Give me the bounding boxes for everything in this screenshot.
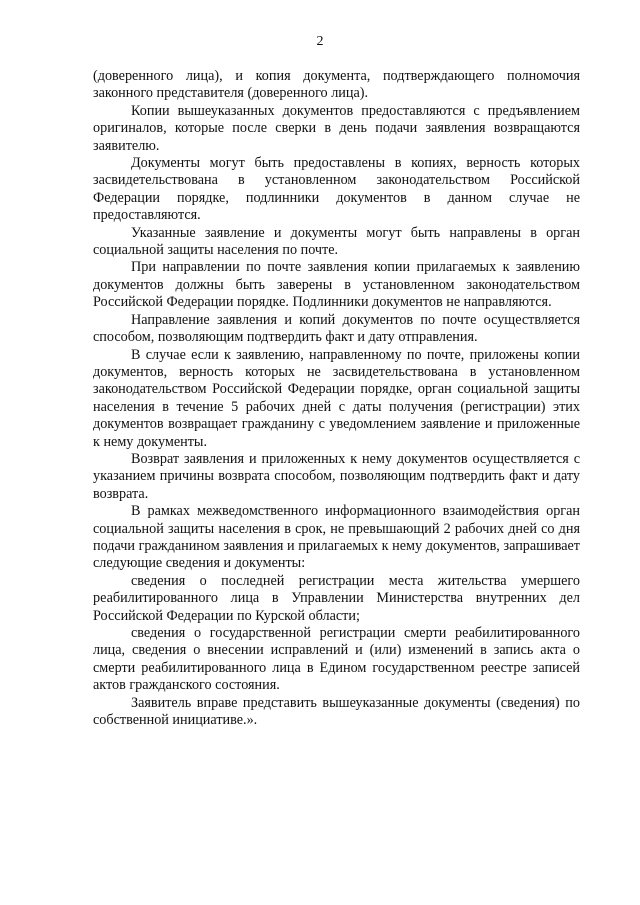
paragraph-own-initiative: Заявитель вправе представить вышеуказанные документы (сведения) по собственной инициативе.».: [93, 694, 580, 729]
paragraph-death-registration: сведения о государственной регистрации смерти реабилитированного лица, сведения о внесении исправлений и (или) изменений в запись акта о смерти реабилитированного лица в Едином государственном реестре записей актов гражданского состояния.: [93, 625, 580, 694]
paragraph-mail-method: Направление заявления и копий документов по почте осуществляется способом, позволяющим подтвердить факт и дату отправления.: [93, 311, 580, 346]
page-number: 2: [316, 34, 324, 49]
document-body: [93, 68, 580, 729]
paragraph-uncertified-return: В случае если к заявлению, направленному по почте, приложены копии документов, верность которых не засвидетельствована в установленном законодательством Российской Федерации порядке, орган социальной защиты населения в течение 5 рабочих дней с даты получения (регистрации) этих документов возвращает гражданину с уведомлением заявление и приложенные к нему документы.: [93, 346, 580, 450]
paragraph-copies-with-originals: Копии вышеуказанных документов предоставляются с предъявлением оригиналов, которые после сверки в день подачи заявления возвращаются заявителю.: [93, 102, 580, 154]
paragraph-mail-copies-certified: При направлении по почте заявления копии прилагаемых к заявлению документов должны быть заверены в установленном законодательством Российской Федерации порядке. Подлинники документов не направляются.: [93, 259, 580, 311]
paragraph-interagency-request: В рамках межведомственного информационного взаимодействия орган социальной защиты населения в срок, не превышающий 2 рабочих дней со дня подачи гражданином заявления и прилагаемых к нему документов, запрашивает следующие сведения и документы:: [93, 503, 580, 572]
paragraph-certified-copies: Документы могут быть предоставлены в копиях, верность которых засвидетельствована в установленном законодательством Российской Федерации порядке, подлинники документов в данном случае не предоставляются.: [93, 155, 580, 224]
paragraph-residence-info: сведения о последней регистрации места жительства умершего реабилитированного лица в Управлении Министерства внутренних дел Российской Федерации по Курской области;: [93, 572, 580, 624]
paragraph-return-reason: Возврат заявления и приложенных к нему документов осуществляется с указанием причины возврата способом, позволяющим подтвердить факт и дату возврата.: [93, 450, 580, 502]
paragraph-continuation: (доверенного лица), и копия документа, подтверждающего полномочия законного представителя (доверенного лица).: [93, 68, 580, 102]
paragraph-send-by-mail: Указанные заявление и документы могут быть направлены в орган социальной защиты населения по почте.: [93, 224, 580, 259]
